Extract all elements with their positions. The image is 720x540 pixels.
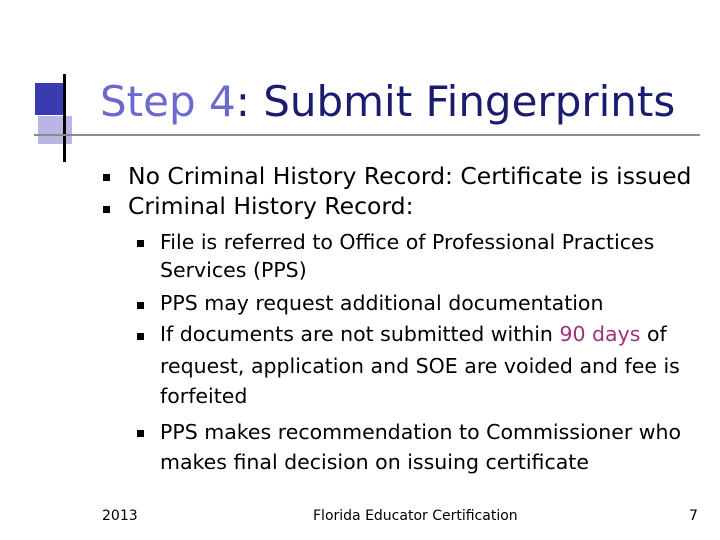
footer-year: 2013 bbox=[102, 508, 138, 524]
ninety-days-highlight: 90 days bbox=[559, 322, 641, 346]
sub-bullet-recommendation-line2: makes final decision on issuing certificate bbox=[160, 450, 589, 474]
light-square bbox=[38, 116, 72, 144]
sub-bullet-referred-line1: File is referred to Office of Professional Practices bbox=[160, 230, 655, 254]
bullet-criminal-record: Criminal History Record: bbox=[128, 192, 414, 220]
sub-bullet-documents-line1 bbox=[160, 323, 667, 347]
sub-bullet-square-icon bbox=[137, 430, 144, 437]
sub-bullet-square-icon bbox=[137, 302, 144, 309]
sub-bullet-documents-line3: forfeited bbox=[160, 384, 248, 408]
sub-bullet-pps-request: PPS may request additional documentation bbox=[160, 291, 604, 315]
footer-title: Florida Educator Certification bbox=[313, 508, 518, 524]
bullet-square-icon bbox=[103, 174, 110, 181]
sub-bullet-referred-line2: Services (PPS) bbox=[160, 258, 307, 282]
title-step: Step 4 bbox=[100, 77, 236, 126]
documents-text-before: If documents are not submitted within bbox=[160, 322, 560, 346]
bullet-no-criminal-record: No Criminal History Record: Certificate is issued bbox=[128, 162, 692, 190]
sub-bullet-square-icon bbox=[137, 333, 144, 340]
slide-title bbox=[100, 76, 675, 128]
documents-text-after: of bbox=[640, 322, 667, 346]
title-text: : Submit Fingerprints bbox=[235, 77, 676, 126]
title-underline-rule bbox=[34, 134, 700, 136]
decorative-squares-logo bbox=[30, 74, 100, 164]
sub-bullet-recommendation-line1: PPS makes recommendation to Commissioner who bbox=[160, 420, 682, 444]
footer-page-number: 7 bbox=[689, 508, 698, 524]
dark-square bbox=[35, 83, 65, 115]
sub-bullet-square-icon bbox=[137, 240, 144, 247]
sub-bullet-documents-line2: request, application and SOE are voided and fee is bbox=[160, 354, 680, 378]
logo-vertical-line bbox=[63, 74, 66, 162]
bullet-square-icon bbox=[103, 206, 110, 213]
